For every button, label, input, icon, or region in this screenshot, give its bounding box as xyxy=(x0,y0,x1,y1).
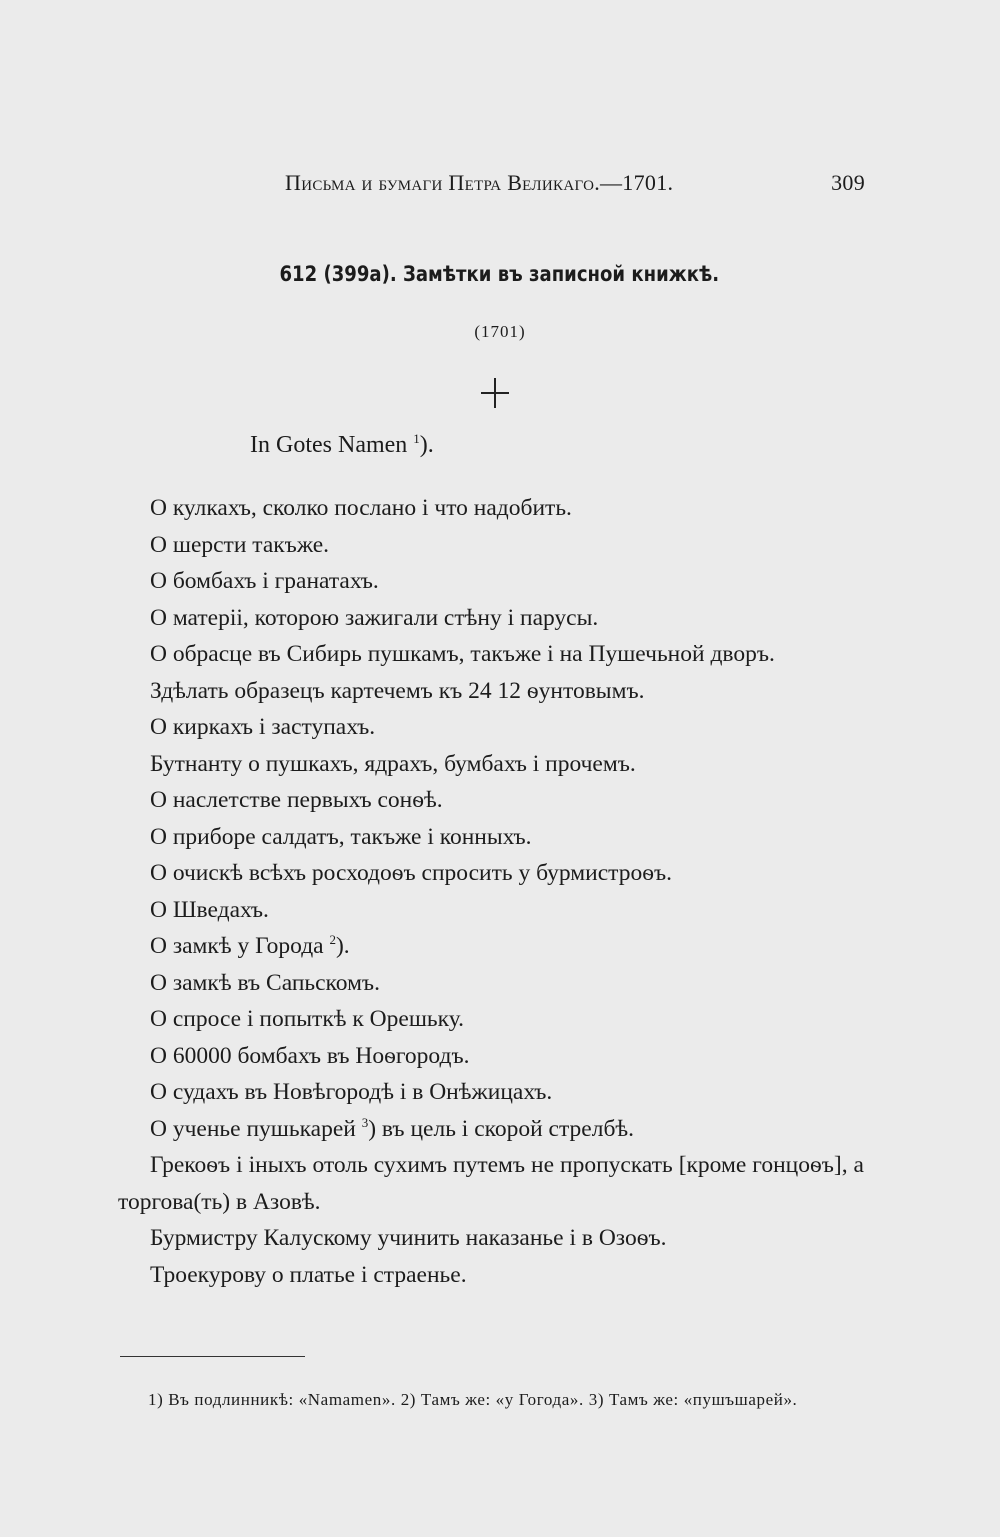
footnote-ref: 1 xyxy=(413,431,420,446)
footnote-number: 1 xyxy=(148,1390,158,1409)
footnote-text: Тамъ же: «у Гогода». xyxy=(420,1390,584,1409)
invocation-text: In Gotes Namen xyxy=(250,432,408,458)
notes-body xyxy=(118,490,864,1293)
footnote-text: Тамъ же: «пушъшарей». xyxy=(608,1390,798,1409)
footnote-divider xyxy=(120,1356,305,1357)
note-line xyxy=(118,819,864,856)
note-line xyxy=(118,855,864,892)
note-text: О замкѣ въ Сапьскомъ. xyxy=(150,969,380,996)
note-text: О очискѣ всѣхъ росходоѳъ спросить у бурмистроѳъ. xyxy=(150,860,673,886)
note-text: О замкѣ у Города xyxy=(150,933,324,959)
note-text: О ученье пушькарей xyxy=(150,1115,356,1142)
note-text: Здѣлать образецъ картечемъ къ 24 12 ѳунтовымъ. xyxy=(150,677,645,704)
footnotes xyxy=(118,1386,858,1414)
document-date: (1701) xyxy=(474,322,526,341)
footnote-number: 2 xyxy=(400,1390,410,1409)
note-line xyxy=(118,782,864,819)
note-text: Троекурову о платье і страенье. xyxy=(150,1261,467,1288)
cross-icon xyxy=(478,376,512,410)
note-line xyxy=(118,1147,864,1220)
note-text: Бурмистру Калускому учинить наказанье і в Озоѳъ. xyxy=(150,1225,667,1251)
note-line xyxy=(118,600,864,637)
note-line xyxy=(118,965,864,1002)
note-text: О обрасце въ Сибирь пушкамъ, такъже і на Пушечьной дворъ. xyxy=(150,641,775,667)
document-title: 612 (399а). Замѣтки въ записной книжкѣ. xyxy=(279,262,720,286)
note-line xyxy=(118,673,864,710)
note-text: О судахъ въ Новѣгородѣ і в Онѣжицахъ. xyxy=(150,1079,553,1105)
footnote-ref: 3 xyxy=(361,1114,369,1130)
note-line xyxy=(118,1074,864,1111)
invocation xyxy=(250,432,434,459)
note-line xyxy=(118,1257,864,1294)
running-head xyxy=(285,170,865,200)
footnote-text: Въ подлинникѣ: «Namamen». xyxy=(168,1390,396,1409)
note-text: О приборе салдатъ, такъже і конныхъ. xyxy=(150,823,532,850)
note-line: О ученье пушькарей $^3$) въ цель і скорой стрелбѣ. xyxy=(150,1114,635,1142)
note-line xyxy=(118,892,864,929)
note-text: О наслетстве первыхъ сонѳѣ. xyxy=(150,787,443,813)
note-line: О замкѣ у Города $^2$). xyxy=(150,932,350,959)
footnote: 3) Тамъ же: «пушъшарей». xyxy=(588,1390,798,1409)
running-title: Письма и бумаги Петра Великаго.—1701. xyxy=(285,170,674,195)
note-text: О Шведахъ. xyxy=(150,896,269,923)
note-text: О спросе і попыткѣ к Орешьку. xyxy=(150,1006,464,1032)
note-line xyxy=(118,527,864,564)
note-text: О кулкахъ, сколко послано і что надобить. xyxy=(150,495,572,521)
note-text: Бутнанту о пушкахъ, ядрахъ, бумбахъ і прочемъ. xyxy=(150,750,636,777)
footnote: 1) Въ подлинникѣ: «Namamen». xyxy=(148,1390,396,1409)
footnote-number: 3 xyxy=(588,1390,598,1409)
note-line xyxy=(118,709,864,746)
note-line xyxy=(118,746,864,783)
footnote-ref-paren: ). xyxy=(419,432,434,458)
note-text: О 60000 бомбахъ въ Ноѳгородъ. xyxy=(150,1042,470,1069)
note-text-tail: . xyxy=(343,933,350,959)
note-text: О матеріі, которою зажигали стѣну і парусы. xyxy=(150,604,599,631)
note-text: Грекоѳъ і іныхъ отоль сухимъ путемъ не пропускать [кроме гонцоѳъ], а торгова(ть) в Азовѣ. xyxy=(118,1152,864,1215)
note-text: О киркахъ і заступахъ. xyxy=(150,714,376,740)
note-line xyxy=(118,1001,864,1038)
note-line xyxy=(118,490,864,527)
note-text-tail: въ цель і скорой стрелбѣ. xyxy=(376,1115,635,1142)
footnote-ref: 2 xyxy=(329,932,336,947)
note-line xyxy=(118,563,864,600)
note-line xyxy=(118,636,864,673)
note-line xyxy=(118,1038,864,1075)
note-text: О шерсти такъже. xyxy=(150,531,330,558)
note-text: О бомбахъ і гранатахъ. xyxy=(150,568,379,594)
page-number: 309 xyxy=(831,170,865,195)
footnote: 2) Тамъ же: «у Гогода». xyxy=(400,1390,584,1409)
note-line xyxy=(118,1220,864,1257)
